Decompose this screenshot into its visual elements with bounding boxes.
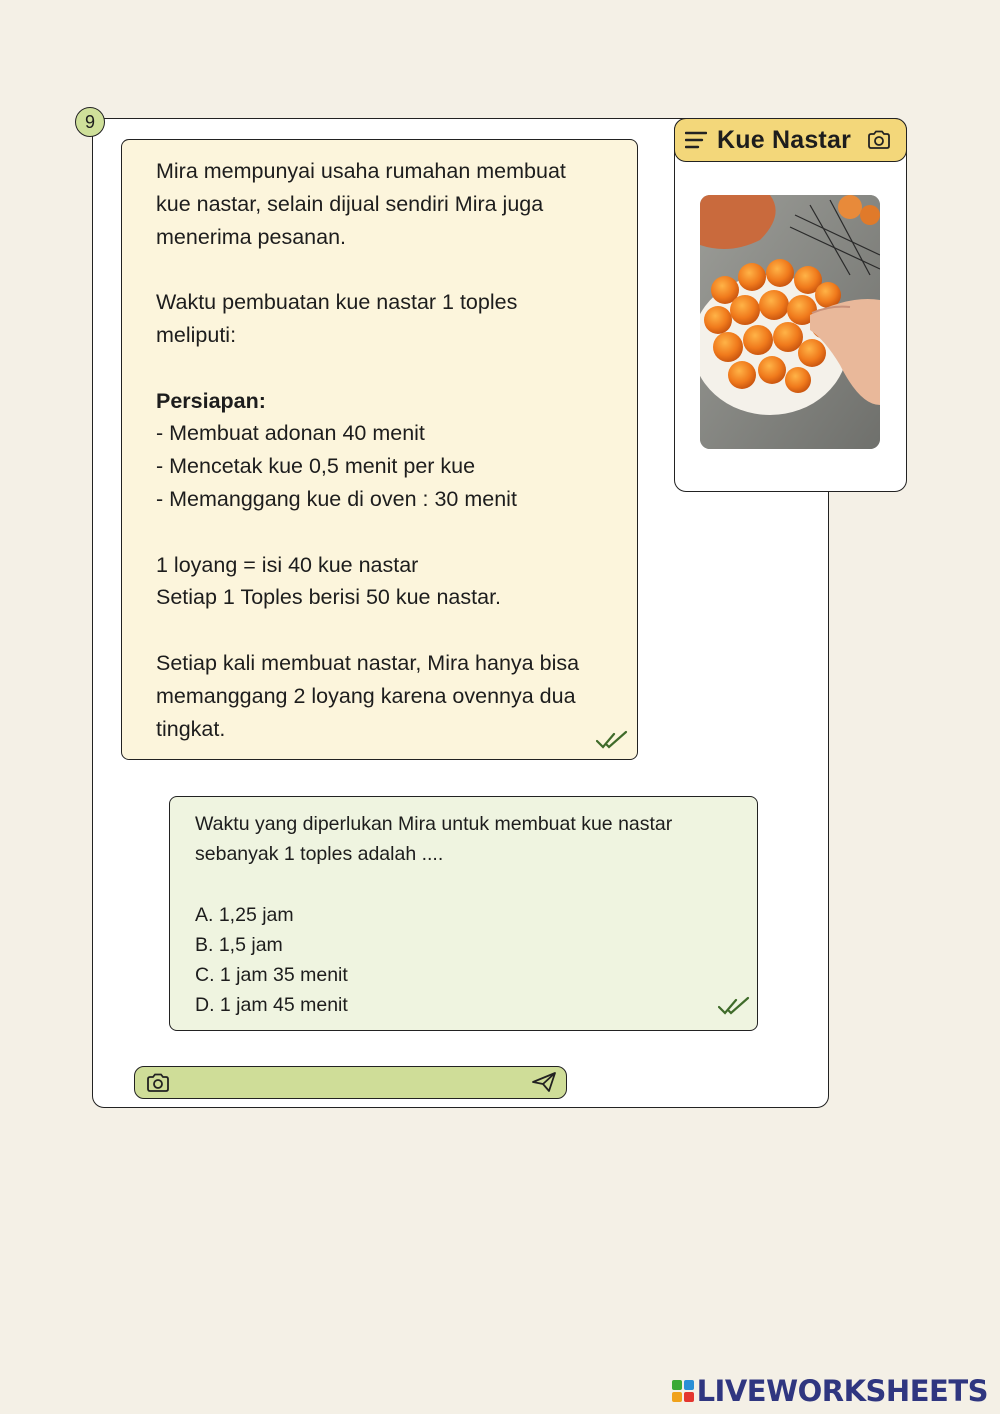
answer-option-b[interactable]: B. 1,5 jam	[195, 933, 283, 956]
question-number: 9	[84, 111, 95, 132]
story-line: menerima pesanan.	[156, 224, 347, 249]
story-line: memanggang 2 loyang karena ovennya dua	[156, 683, 576, 708]
camera-icon[interactable]	[867, 130, 891, 150]
question-text: Waktu yang diperlukan Mira untuk membuat kue nastar	[195, 813, 673, 835]
story-line: Mira mempunyai usaha rumahan membuat	[156, 159, 566, 183]
fact-line: 1 loyang = isi 40 kue nastar	[156, 552, 419, 577]
fact-line: Setiap 1 Toples berisi 50 kue nastar.	[156, 585, 502, 610]
story-line: Waktu pembuatan kue nastar 1 toples	[156, 290, 518, 315]
question-number-badge	[75, 107, 105, 137]
image-card-header	[674, 118, 907, 162]
prep-heading: Persiapan:	[156, 388, 266, 413]
double-check-icon	[596, 730, 628, 750]
question-message-bubble	[169, 796, 758, 1031]
story-line: Setiap kali membuat nastar, Mira hanya bisa	[156, 650, 580, 675]
prep-item: - Membuat adonan 40 menit	[156, 421, 425, 446]
answer-option-c[interactable]: C. 1 jam 35 menit	[195, 964, 348, 986]
prep-item: - Memanggang kue di oven : 30 menit	[156, 486, 517, 511]
image-card-title: Kue Nastar	[717, 125, 851, 154]
double-check-icon	[718, 996, 750, 1016]
story-line: kue nastar, selain dijual sendiri Mira juga	[156, 191, 544, 216]
answer-option-a[interactable]: A. 1,25 jam	[195, 903, 294, 926]
nastar-cookies-photo	[700, 195, 880, 449]
liveworksheets-logo	[672, 1376, 988, 1406]
story-line: meliputi:	[156, 322, 237, 347]
message-input-bar[interactable]	[134, 1066, 567, 1099]
question-text: sebanyak 1 toples adalah ....	[195, 843, 444, 866]
story-line: tingkat.	[156, 716, 226, 741]
hamburger-menu-icon[interactable]	[685, 131, 707, 149]
brand-name: LIVEWORKSHEETS	[696, 1374, 988, 1408]
camera-icon[interactable]	[146, 1073, 170, 1093]
send-icon[interactable]	[531, 1071, 557, 1093]
prep-item: - Mencetak kue 0,5 menit per kue	[156, 454, 476, 479]
liveworksheets-logo-icon	[672, 1380, 694, 1402]
story-message-bubble	[121, 139, 638, 760]
answer-option-d[interactable]: D. 1 jam 45 menit	[195, 994, 348, 1017]
